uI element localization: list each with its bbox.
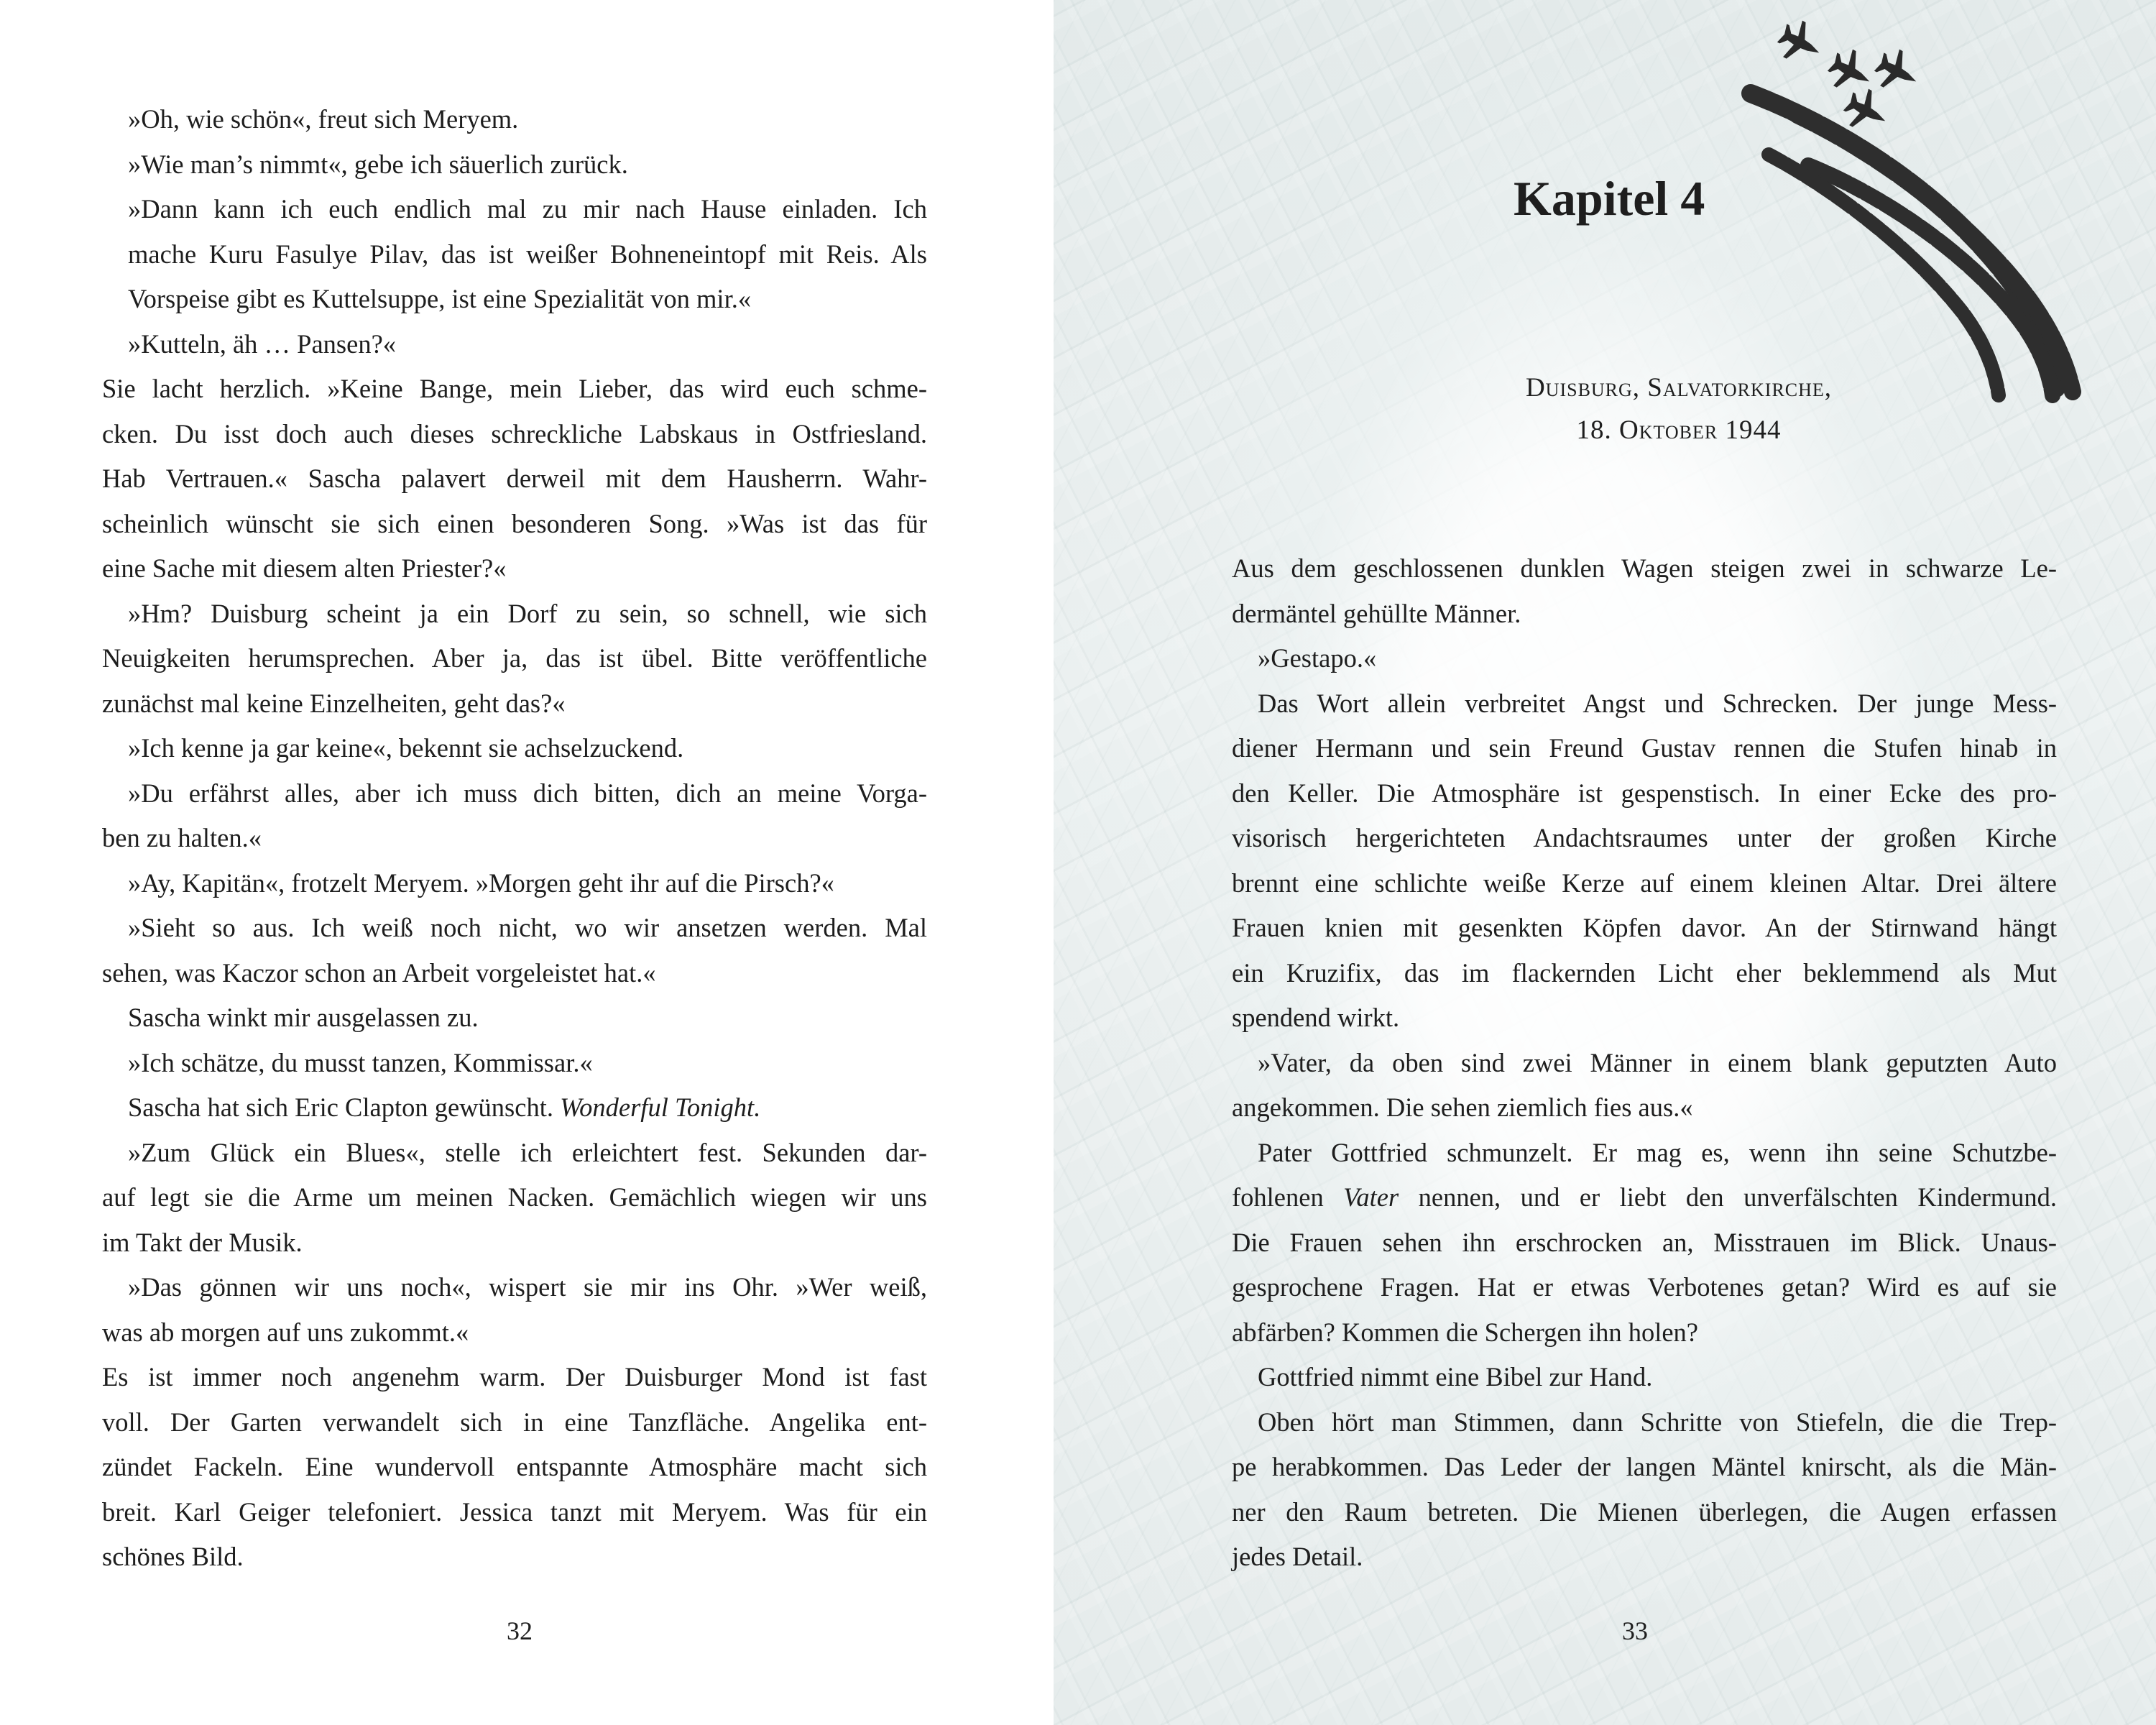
song-title: Wonderful Tonight. (560, 1092, 761, 1122)
text-line: eine Sache mit diesem alten Priester?« (102, 553, 507, 583)
paragraph (102, 1041, 927, 1086)
text-line: Sascha winkt mir ausgelassen zu. (128, 1003, 479, 1032)
text-line: mache Kuru Fasulye Pilav, das ist weißer Bohneneintopf mit Reis. Als (128, 239, 927, 269)
paragraph (102, 906, 927, 995)
paragraph (1232, 681, 2057, 1041)
page-number: 32 (507, 1616, 533, 1645)
emphasis-word: Vater (1343, 1182, 1399, 1212)
paragraph (102, 97, 927, 142)
paragraph (1232, 1131, 2057, 1356)
paragraph (102, 726, 927, 771)
right-page (1054, 0, 2156, 1725)
paragraph (102, 322, 927, 367)
chapter-title: Kapitel 4 (1514, 171, 1705, 226)
text-line: schönes Bild. (102, 1542, 244, 1571)
text-line: Aus dem geschlossenen dunklen Wagen steigen zwei in schwarze Le- (1232, 553, 2057, 583)
text-line: brennt eine schlichte weiße Kerze auf einem kleinen Altar. Drei ältere (1232, 868, 2057, 898)
text-line: »Kutteln, äh … Pansen?« (128, 328, 397, 359)
text-line (102, 1085, 927, 1131)
text-line: zündet Fackeln. Eine wundervoll entspannte Atmosphäre macht sich (102, 1452, 927, 1481)
paragraph (1232, 1355, 2057, 1400)
text-line: dermäntel gehüllte Männer. (1232, 598, 1521, 628)
right-page-text (1232, 546, 2057, 1580)
text-line: Die Frauen sehen ihn erschrocken an, Misstrauen im Blick. Unaus- (1232, 1227, 2057, 1257)
paragraph (102, 367, 927, 592)
text-line: ner den Raum betreten. Die Mienen überlegen, die Augen erfassen (1232, 1496, 2057, 1527)
paragraph (102, 1085, 927, 1131)
text-line: »Hm? Duisburg scheint ja ein Dorf zu sein, so schnell, wie sich (128, 598, 927, 628)
text-line: »Ay, Kapitän«, frotzelt Meryem. »Morgen geht ihr auf die Pirsch?« (128, 868, 834, 898)
paragraph (1232, 546, 2057, 636)
text-line: »Vater, da oben sind zwei Männer in einem blank geputzten Auto (1258, 1047, 2057, 1077)
text-line: spendend wirkt. (1232, 1003, 1400, 1032)
text-line: »Ich schätze, du musst tanzen, Kommissar.« (128, 1047, 593, 1077)
text-line: auf legt sie die Arme um meinen Nacken. Gemächlich wiegen wir uns (102, 1182, 927, 1212)
paragraph (102, 995, 927, 1041)
text-line: »Du erfährst alles, aber ich muss dich bitten, dich an meine Vorga- (128, 778, 927, 808)
paragraph (102, 1355, 927, 1580)
text-run: fohlenen (1232, 1182, 1344, 1212)
text-run: nennen, und er liebt den unverfälschten Kindermund. (1399, 1182, 2057, 1212)
text-line: Das Wort allein verbreitet Angst und Schrecken. Der junge Mess- (1258, 688, 2057, 718)
paragraph (1232, 636, 2057, 681)
paragraph (1232, 1400, 2057, 1580)
text-line: was ab morgen auf uns zukommt.« (102, 1317, 469, 1347)
text-line: ein Kruzifix, das im flackernden Licht eher beklemmend als Mut (1232, 957, 2057, 988)
paragraph (102, 771, 927, 861)
text-line: gesprochene Fragen. Hat er etwas Verbotenes getan? Wird es auf sie (1232, 1272, 2057, 1302)
text-line: abfärben? Kommen die Schergen ihn holen? (1232, 1317, 1698, 1347)
text-line: sehen, was Kaczor schon an Arbeit vorgeleistet hat.« (102, 957, 656, 988)
text-line: Sie lacht herzlich. »Keine Bange, mein Lieber, das wird euch schme- (102, 374, 927, 403)
text-line: im Takt der Musik. (102, 1227, 303, 1257)
text-line: Gottfried nimmt eine Bibel zur Hand. (1258, 1362, 1653, 1392)
text-run: Sascha hat sich Eric Clapton gewünscht. (128, 1092, 561, 1122)
text-line: »Ich kenne ja gar keine«, bekennt sie achselzuckend. (128, 733, 684, 763)
left-page (0, 0, 1054, 1725)
text-line: visorisch hergerichteten Andachtsraumes unter der großen Kirche (1232, 823, 2057, 852)
text-line (1232, 1175, 2057, 1220)
text-line: pe herabkommen. Das Leder der langen Mäntel knirscht, als die Män- (1232, 1452, 2057, 1481)
text-line: Es ist immer noch angenehm warm. Der Duisburger Mond ist fast (102, 1362, 927, 1392)
text-line: zunächst mal keine Einzelheiten, geht das?« (102, 688, 566, 718)
text-line: voll. Der Garten verwandelt sich in eine Tanzfläche. Angelika ent- (102, 1407, 927, 1437)
paragraph (1232, 1041, 2057, 1131)
left-page-text (102, 97, 927, 1580)
text-line: den Keller. Die Atmosphäre ist gespenstisch. In einer Ecke des pro- (1232, 778, 2057, 808)
text-line: »Gestapo.« (1258, 643, 1377, 673)
text-line: Vorspeise gibt es Kuttelsuppe, ist eine Spezialität von mir.« (128, 284, 752, 313)
text-line: Pater Gottfried schmunzelt. Er mag es, wenn ihn seine Schutzbe- (1258, 1137, 2057, 1167)
text-line: breit. Karl Geiger telefoniert. Jessica tanzt mit Meryem. Was für ein (102, 1496, 927, 1527)
paragraph (102, 592, 927, 727)
chapter-subtitle (1399, 367, 1959, 451)
text-line: diener Hermann und sein Freund Gustav rennen die Stufen hinab in (1232, 733, 2057, 763)
text-line: »Dann kann ich euch endlich mal zu mir nach Hause einladen. Ich (128, 194, 927, 224)
text-line: Hab Vertrauen.« Sascha palavert derweil mit dem Hausherrn. Wahr- (102, 464, 927, 493)
text-line: ben zu halten.« (102, 823, 262, 852)
text-line: scheinlich wünscht sie sich einen besonderen Song. »Was ist das für (102, 508, 927, 538)
text-line: Frauen knien mit gesenkten Köpfen davor. An der Stirnwand hängt (1232, 913, 2057, 942)
text-line: angekommen. Die sehen ziemlich fies aus.« (1232, 1092, 1693, 1122)
chapter-place: Duisburg, Salvatorkirche, (1525, 373, 1833, 402)
text-line: »Oh, wie schön«, freut sich Meryem. (128, 104, 519, 134)
text-line: Neuigkeiten herumsprechen. Aber ja, das ist übel. Bitte veröffentliche (102, 643, 927, 673)
text-line: »Sieht so aus. Ich weiß noch nicht, wo wir ansetzen werden. Mal (128, 913, 927, 942)
text-line: »Zum Glück ein Blues«, stelle ich erleichtert fest. Sekunden dar- (128, 1137, 927, 1167)
paragraph (102, 1265, 927, 1355)
paragraph (102, 187, 927, 322)
text-line: »Wie man’s nimmt«, gebe ich säuerlich zurück. (128, 149, 628, 179)
paragraph (102, 142, 927, 188)
chapter-date: 18. Oktober 1944 (1576, 415, 1782, 445)
text-line: cken. Du isst doch auch dieses schreckliche Labskaus in Ostfriesland. (102, 418, 927, 448)
paragraph (102, 861, 927, 906)
text-line: »Das gönnen wir uns noch«, wispert sie mir ins Ohr. »Wer weiß, (128, 1272, 927, 1302)
page-number: 33 (1622, 1616, 1648, 1645)
paragraph (102, 1131, 927, 1266)
text-line: jedes Detail. (1232, 1542, 1363, 1571)
text-line: Oben hört man Stimmen, dann Schritte von Stiefeln, die die Trep- (1258, 1407, 2057, 1437)
